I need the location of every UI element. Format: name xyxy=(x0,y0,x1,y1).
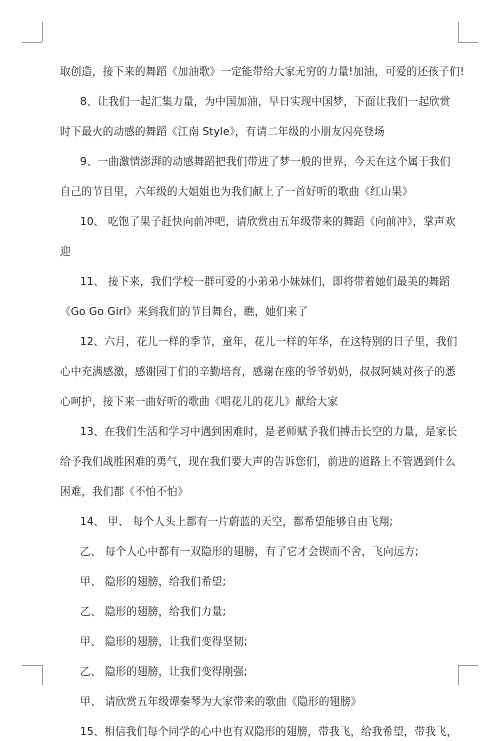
text-line: 15、相信我们每个同学的心中也有双隐形的翅膀，带我飞，给我希望，带我飞， xyxy=(80,726,458,738)
text-line: 心呵护，接下来一曲好听的歌曲《唱花儿的花儿》献给大家 xyxy=(60,396,339,408)
text-line: 自己的节目里，六年级的大姐姐也为我们献上了一首好听的歌曲《红山果》 xyxy=(60,186,413,198)
corner-mark-top-right xyxy=(458,42,478,43)
text-line: 10、 吃饱了果子赶快向前冲吧，请欣赏由五年级带来的舞蹈《向前冲》，掌声欢 xyxy=(80,216,456,228)
text-line: 《Go Go Girl》来到我们的节目舞台，瞧，她们来了 xyxy=(60,306,309,318)
document-page xyxy=(60,64,465,741)
corner-mark-top-left xyxy=(22,42,42,43)
text-line: 13、在我们生活和学习中遇到困难时，是老师赋予我们搏击长空的力量，是家长 xyxy=(80,426,458,438)
text-line: 9、一曲激情澎湃的动感舞蹈把我们带进了梦一般的世界，今天在这个属于我们 xyxy=(80,156,451,168)
corner-mark-bottom-right xyxy=(458,665,478,666)
corner-mark-bottom-left xyxy=(22,665,42,666)
text-line: 给予我们战胜困难的勇气，现在我们要大声的告诉您们，前进的道路上不管遇到什么 xyxy=(60,456,456,468)
text-line: 时下最火的动感的舞蹈《江南 Style》，有请二年级的小朋友闪亮登场 xyxy=(60,126,385,138)
text-line: 取创造，接下来的舞蹈《加油歌》一定能带给大家无穷的力量!加油，可爱的还孩子们! xyxy=(60,66,465,78)
text-line: 乙、 每个人心中都有一双隐形的翅膀，有了它才会锲而不舍，飞向远方; xyxy=(80,546,419,558)
corner-mark-top-right xyxy=(458,22,459,42)
text-line: 11、 接下来，我们学校一群可爱的小弟弟小妹妹们，即将带着她们最美的舞蹈 xyxy=(80,276,451,288)
corner-mark-bottom-right xyxy=(458,665,459,685)
text-line: 甲、 隐形的翅膀，给我们希望; xyxy=(80,576,227,588)
text-line: 8、让我们一起汇集力量，为中国加油，早日实现中国梦，下面让我们一起欣赏 xyxy=(80,96,451,108)
text-line: 甲、 隐形的翅膀，让我们变得坚韧; xyxy=(80,636,248,648)
text-line: 乙、 隐形的翅膀，给我们力量; xyxy=(80,606,227,618)
text-line: 12、六月，花儿一样的季节，童年，花儿一样的年华，在这特别的日子里，我们 xyxy=(80,336,458,348)
corner-mark-top-left xyxy=(42,22,43,42)
text-line: 甲、 请欣赏五年级谭秦琴为大家带来的歌曲《隐形的翅膀》 xyxy=(80,696,362,708)
text-line: 乙、 隐形的翅膀，让我们变得刚强; xyxy=(80,666,248,678)
text-line: 14、 甲、 每个人头上都有一片蔚蓝的天空，都希望能够自由飞翔; xyxy=(80,516,394,528)
corner-mark-bottom-left xyxy=(42,665,43,685)
text-line: 心中充满感激，感谢园丁们的辛勤培育，感谢在座的爷爷奶奶，叔叔阿姨对孩子的悉 xyxy=(60,366,456,378)
text-line: 迎 xyxy=(60,246,71,258)
text-line: 困难，我们都《不怕不怕》 xyxy=(60,486,189,498)
